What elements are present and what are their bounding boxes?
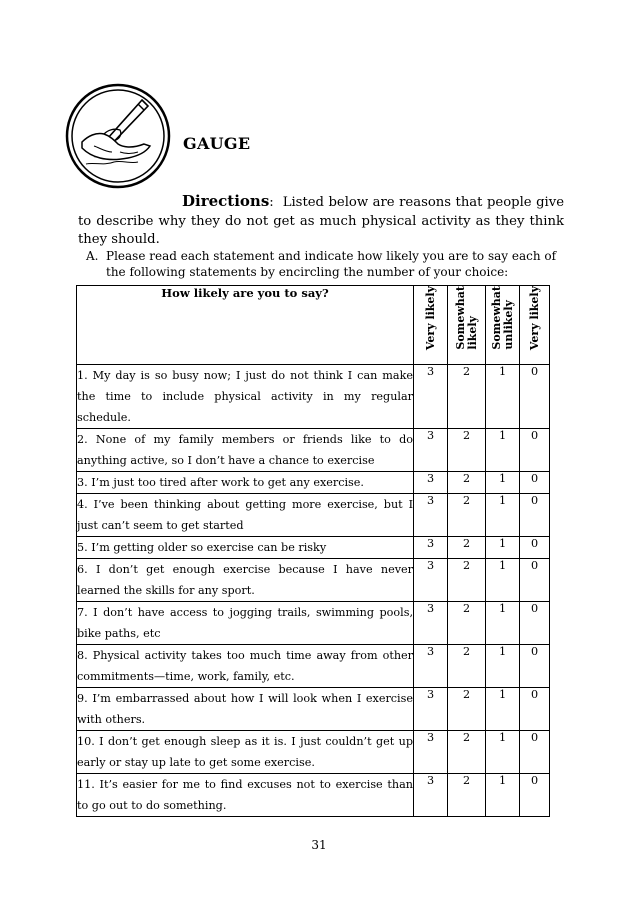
rating-option[interactable]: 2: [448, 688, 486, 731]
statement-text: 8. Physical activity takes too much time away from other commitments—time, work, family, etc.: [77, 645, 414, 688]
rating-option[interactable]: 1: [486, 537, 520, 559]
statement-text: 10. I don’t get enough sleep as it is. I just couldn’t get up early or stay up late to get some exercise.: [77, 731, 414, 774]
rating-option[interactable]: 3: [414, 731, 448, 774]
table-row: [77, 645, 550, 688]
rating-option[interactable]: 3: [414, 537, 448, 559]
table-row: [77, 365, 550, 429]
rating-option[interactable]: 0: [520, 602, 550, 645]
rating-option[interactable]: 3: [414, 688, 448, 731]
rating-option[interactable]: 1: [486, 645, 520, 688]
rating-option[interactable]: 0: [520, 559, 550, 602]
rating-option[interactable]: 3: [414, 365, 448, 429]
statement-text: 2. None of my family members or friends like to do anything active, so I don’t have a chance to exercise: [77, 429, 414, 472]
statement-text: 11. It’s easier for me to find excuses not to exercise than to go out to do something.: [77, 774, 414, 817]
rating-option[interactable]: 2: [448, 494, 486, 537]
column-header-very-likely: Very likely: [414, 286, 448, 365]
table-row: [77, 731, 550, 774]
rating-option[interactable]: 3: [414, 602, 448, 645]
page-title: GAUGE: [183, 134, 251, 153]
rating-option[interactable]: 1: [486, 472, 520, 494]
statement-text: 3. I’m just too tired after work to get any exercise.: [77, 472, 414, 494]
column-header-very-unlikely: Very likely: [520, 286, 550, 365]
table-row: [77, 688, 550, 731]
rating-option[interactable]: 0: [520, 429, 550, 472]
rating-option[interactable]: 3: [414, 645, 448, 688]
table-row: [77, 602, 550, 645]
rating-option[interactable]: 3: [414, 774, 448, 817]
rating-option[interactable]: 0: [520, 472, 550, 494]
rating-option[interactable]: 0: [520, 494, 550, 537]
rating-option[interactable]: 2: [448, 559, 486, 602]
rating-option[interactable]: 0: [520, 365, 550, 429]
rating-option[interactable]: 2: [448, 731, 486, 774]
directions-colon: :: [269, 195, 274, 210]
rating-option[interactable]: 0: [520, 645, 550, 688]
statement-text: 5. I’m getting older so exercise can be risky: [77, 537, 414, 559]
statement-text: 7. I don’t have access to jogging trails, swimming pools, bike paths, etc: [77, 602, 414, 645]
rating-option[interactable]: 3: [414, 559, 448, 602]
statement-text: 6. I don’t get enough exercise because I have never learned the skills for any sport.: [77, 559, 414, 602]
table-row: [77, 472, 550, 494]
column-header-somewhat-likely: Somewhat likely: [448, 286, 486, 365]
rating-option[interactable]: 1: [486, 365, 520, 429]
rating-option[interactable]: 1: [486, 494, 520, 537]
rating-option[interactable]: 1: [486, 429, 520, 472]
table-row: [77, 559, 550, 602]
rating-option[interactable]: 1: [486, 731, 520, 774]
rating-option[interactable]: 2: [448, 645, 486, 688]
rating-option[interactable]: 0: [520, 731, 550, 774]
table-row: [77, 429, 550, 472]
rating-option[interactable]: 1: [486, 774, 520, 817]
rating-option[interactable]: 0: [520, 688, 550, 731]
hand-writing-pen-icon: [64, 82, 172, 190]
rating-option[interactable]: 2: [448, 429, 486, 472]
rating-option[interactable]: 2: [448, 602, 486, 645]
rating-option[interactable]: 1: [486, 688, 520, 731]
rating-option[interactable]: 2: [448, 537, 486, 559]
question-column-header: How likely are you to say?: [77, 286, 414, 365]
directions-label: Directions: [182, 192, 270, 210]
rating-option[interactable]: 3: [414, 494, 448, 537]
table-row: [77, 774, 550, 817]
statement-text: 9. I’m embarrassed about how I will look when I exercise with others.: [77, 688, 414, 731]
rating-option[interactable]: 1: [486, 559, 520, 602]
table-row: [77, 537, 550, 559]
rating-option[interactable]: 3: [414, 429, 448, 472]
rating-option[interactable]: 2: [448, 365, 486, 429]
instruction-text: Please read each statement and indicate how likely you are to say each of the following statements by encircling the number of your choice:: [106, 249, 557, 279]
statement-text: 1. My day is so busy now; I just do not think I can make the time to include physical activity in my regular schedule.: [77, 365, 414, 429]
instruction-letter: A.: [86, 249, 99, 263]
rating-option[interactable]: 1: [486, 602, 520, 645]
rating-option[interactable]: 2: [448, 774, 486, 817]
table-header-row: [77, 286, 550, 365]
statement-text: 4. I’ve been thinking about getting more exercise, but I just can’t seem to get started: [77, 494, 414, 537]
rating-option[interactable]: 3: [414, 472, 448, 494]
rating-option[interactable]: 0: [520, 774, 550, 817]
rating-option[interactable]: 0: [520, 537, 550, 559]
rating-option[interactable]: 2: [448, 472, 486, 494]
table-row: [77, 494, 550, 537]
page-number: 31: [311, 838, 327, 852]
directions-paragraph: [78, 192, 564, 250]
column-header-somewhat-unlikely: Somewhat unlikely: [486, 286, 520, 365]
survey-table: [76, 285, 550, 817]
instruction-a: [86, 248, 564, 280]
directions-text: Listed below are reasons that people give to describe why they do not get as much physical activity as they think they should.: [78, 195, 564, 247]
